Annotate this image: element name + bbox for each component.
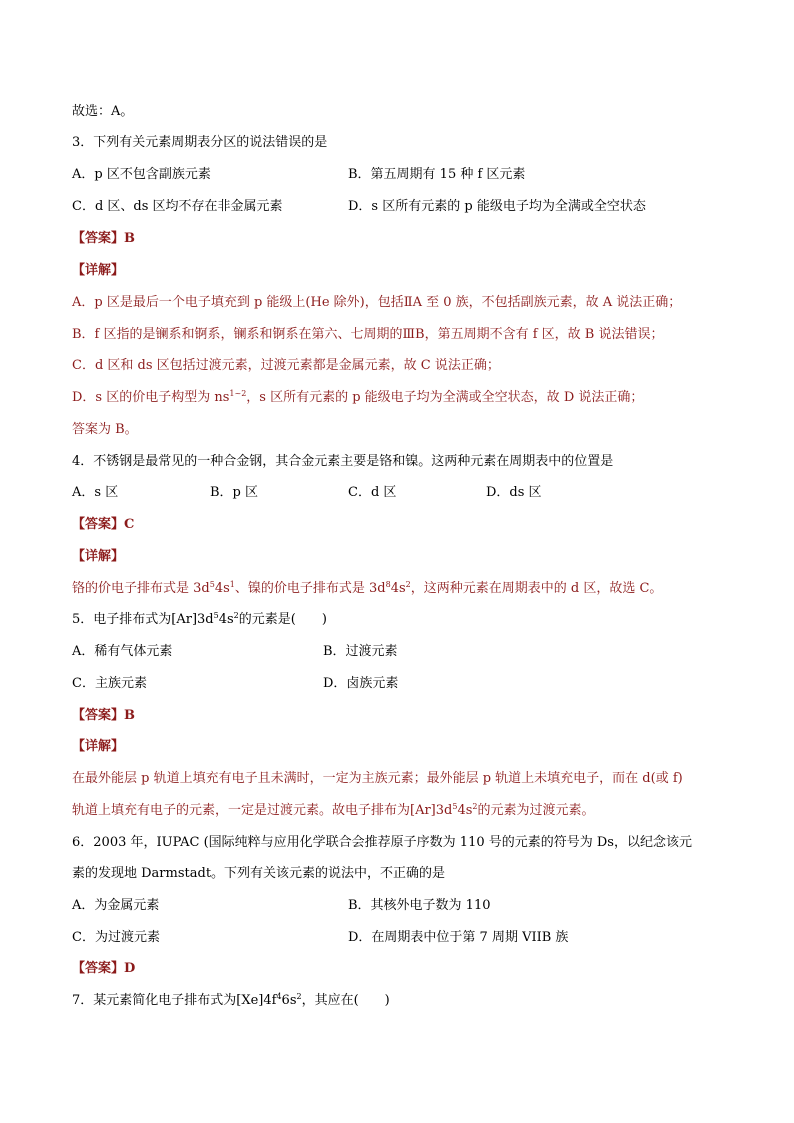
q6-answer: 【答案】D <box>72 961 136 976</box>
q4-detail: 铬的价电子排布式是 $3d^54s^1$、镍的价电子排布式是 $3d^84s^2$，这两种元素在周期表中的 d 区，故选 C。 <box>72 580 663 596</box>
q3-option-c: C．d 区、ds 区均不存在非金属元素 <box>72 199 283 214</box>
q6-option-b: B．其核外电子数为 110 <box>348 898 491 913</box>
q3-option-a: A．p 区不包含副族元素 <box>72 167 211 182</box>
q3-detail-c: C．d 区和 ds 区包括过渡元素，过渡元素都是金属元素，故 C 说法正确； <box>72 358 500 373</box>
q5-detail-line2: 轨道上填充有电子的元素，一定是过渡元素。故电子排布为$[Ar]3d^54s^2$的元素为过渡元素。 <box>72 802 595 818</box>
q3-conclusion: 答案为 B。 <box>72 422 138 437</box>
prev-conclusion: 故选：A。 <box>72 104 134 119</box>
q5-option-b: B．过渡元素 <box>323 644 398 659</box>
q4-option-a: A．s 区 <box>72 485 119 500</box>
q6-option-d: D．在周期表中位于第 7 周期 VIIB 族 <box>348 930 569 945</box>
q6-option-a: A．为金属元素 <box>72 898 160 913</box>
q3-detail-a: A．p 区是最后一个电子填充到 p 能级上(He 除外)，包括ⅡA 至 0 族，不包括副族元素，故 A 说法正确； <box>72 295 682 310</box>
q4-option-d: D．ds 区 <box>486 485 542 500</box>
q5-option-c: C．主族元素 <box>72 676 147 691</box>
q5-detail-title: 【详解】 <box>72 739 125 754</box>
q6-stem-line2: 素的发现地 Darmstadt。下列有关该元素的说法中，不正确的是 <box>72 866 446 881</box>
q3-option-b: B．第五周期有 15 种 f 区元素 <box>348 167 526 182</box>
q3-stem: 3．下列有关元素周期表分区的说法错误的是 <box>72 135 328 150</box>
q4-detail-title: 【详解】 <box>72 549 125 564</box>
q7-stem: 7．某元素简化电子排布式为$[Xe]4f^46s^2$，其应在( ) <box>72 992 390 1008</box>
q5-stem: 5．电子排布式为$[Ar]3d^54s^2$的元素是( ) <box>72 611 327 627</box>
q6-option-c: C．为过渡元素 <box>72 930 160 945</box>
q4-option-b: B．p 区 <box>210 485 259 500</box>
q3-detail-d: D．s 区的价电子构型为 $ns^{1\sim 2}$，s 区所有元素的 p 能级电子均为全满或全空状态，故 D 说法正确； <box>72 389 644 405</box>
q4-answer: 【答案】C <box>72 517 135 532</box>
q3-option-d: D．s 区所有元素的 p 能级电子均为全满或全空状态 <box>348 199 646 214</box>
q5-option-d: D．卤族元素 <box>323 676 399 691</box>
q4-option-c: C．d 区 <box>348 485 397 500</box>
q5-option-a: A．稀有气体元素 <box>72 644 173 659</box>
q4-stem: 4．不锈钢是最常见的一种合金钢，其合金元素主要是铬和镍。这两种元素在周期表中的位置是 <box>72 454 614 469</box>
q6-stem-line1: 6．2003 年，IUPAC (国际纯粹与应用化学联合会推荐原子序数为 110 号的元素的符号为 Ds，以纪念该元 <box>72 835 692 850</box>
q3-answer: 【答案】B <box>72 231 135 246</box>
q5-answer: 【答案】B <box>72 708 135 723</box>
q3-detail-title: 【详解】 <box>72 263 125 278</box>
q3-detail-b: B．f 区指的是镧系和锕系，镧系和锕系在第六、七周期的ⅢB，第五周期不含有 f 区，故 B 说法错误； <box>72 327 664 342</box>
q5-detail-line1: 在最外能层 p 轨道上填充有电子且未满时，一定为主族元素；最外能层 p 轨道上未填充电子，而在 d(或 f) <box>72 771 683 786</box>
